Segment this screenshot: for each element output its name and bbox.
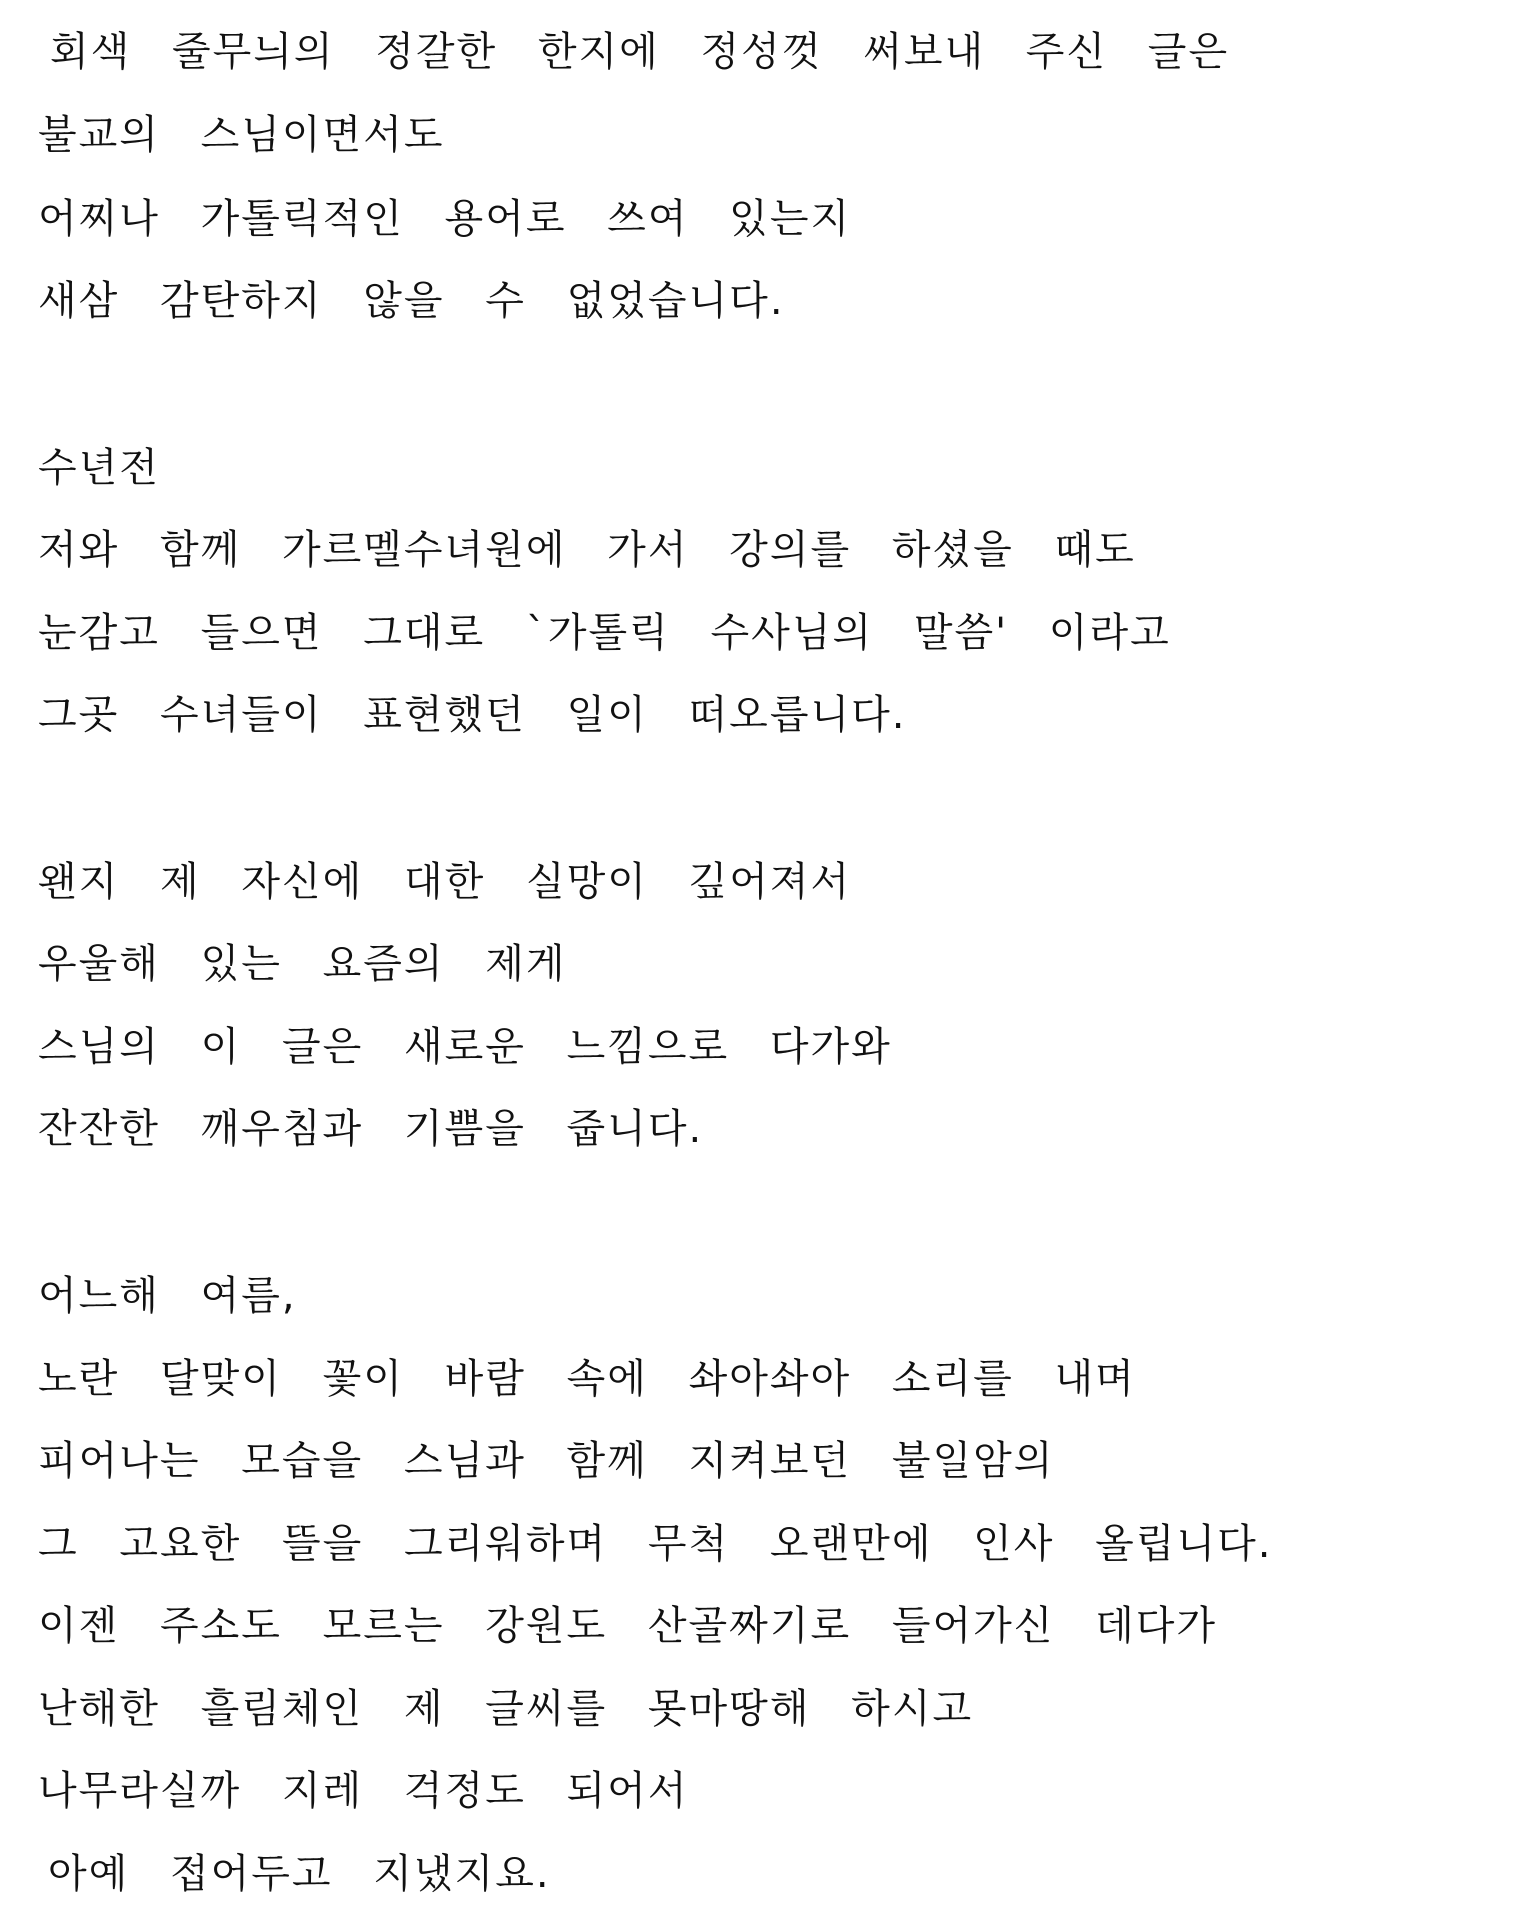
letter-line: 눈감고 들으면 그대로 `가톨릭 수사님의 말씀' 이라고 [38,610,1171,656]
letter-line: 피어나는 모습을 스님과 함께 지켜보던 불일암의 [38,1438,1055,1484]
letter-line: 불교의 스님이면서도 [38,112,445,158]
letter-line: 새삼 감탄하지 않을 수 없었습니다. [38,278,785,324]
letter-line: 어찌나 가톨릭적인 용어로 쓰여 있는지 [38,196,852,242]
letter-line: 난해한 흘림체인 제 글씨를 못마땅해 하시고 [38,1686,974,1732]
letter-line: 아예 접어두고 지냈지요. [48,1851,551,1897]
letter-line: 그 고요한 뜰을 그리워하며 무척 오랜만에 인사 올립니다. [38,1521,1273,1567]
letter-line: 나무라실까 지레 걱정도 되어서 [38,1768,689,1814]
letter-line: 왠지 제 자신에 대한 실망이 깊어져서 [38,859,852,905]
letter-line: 그곳 수녀들이 표현했던 일이 떠오릅니다. [38,692,907,738]
letter-line: 수년전 [38,445,160,491]
letter-line: 스님의 이 글은 새로운 느낌으로 다가와 [38,1024,892,1070]
letter-line: 회색 줄무늬의 정갈한 한지에 정성껏 써보내 주신 글은 [50,29,1230,75]
letter-line: 어느해 여름, [38,1273,297,1319]
letter-line: 저와 함께 가르멜수녀원에 가서 강의를 하셨을 때도 [38,527,1136,573]
letter-line: 우울해 있는 요즘의 제게 [38,941,567,987]
letter-line: 잔잔한 깨우침과 기쁨을 줍니다. [38,1106,704,1152]
letter-line: 이젠 주소도 모르는 강원도 산골짜기로 들어가신 데다가 [38,1603,1218,1649]
letter-line: 노란 달맞이 꽃이 바람 속에 솨아솨아 소리를 내며 [38,1356,1136,1402]
